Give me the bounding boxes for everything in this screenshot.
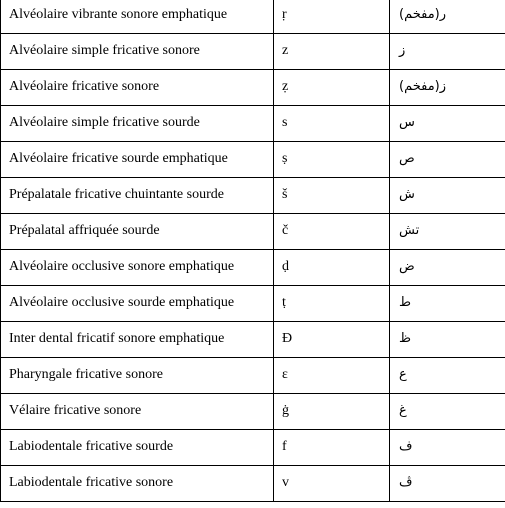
- symbol-cell: v: [274, 466, 390, 502]
- table-row: [1, 178, 505, 214]
- table-row: [1, 34, 505, 70]
- table-row: [1, 0, 505, 34]
- table-row: [1, 466, 505, 502]
- description-cell: Alvéolaire simple fricative sourde: [1, 106, 274, 142]
- symbol-cell: č: [274, 214, 390, 250]
- arabic-cell: ط: [390, 286, 505, 322]
- arabic-cell: س: [390, 106, 505, 142]
- symbol-cell: s: [274, 106, 390, 142]
- description-cell: Labiodentale fricative sourde: [1, 430, 274, 466]
- table-row: [1, 430, 505, 466]
- table-row: [1, 394, 505, 430]
- symbol-cell: ṣ: [274, 142, 390, 178]
- description-cell: Alvéolaire occlusive sourde emphatique: [1, 286, 274, 322]
- arabic-cell: ز(مفخم): [390, 70, 505, 106]
- symbol-cell: z: [274, 34, 390, 70]
- arabic-cell: ش: [390, 178, 505, 214]
- description-cell: Alvéolaire occlusive sonore emphatique: [1, 250, 274, 286]
- table-row: [1, 106, 505, 142]
- table-row: [1, 322, 505, 358]
- arabic-cell: ص: [390, 142, 505, 178]
- description-cell: Pharyngale fricative sonore: [1, 358, 274, 394]
- description-cell: Inter dental fricatif sonore emphatique: [1, 322, 274, 358]
- arabic-cell: ر(مفخم): [390, 0, 505, 34]
- symbol-cell: ẓ: [274, 70, 390, 106]
- description-cell: Alvéolaire vibrante sonore emphatique: [1, 0, 274, 34]
- table-row: [1, 142, 505, 178]
- arabic-cell: غ: [390, 394, 505, 430]
- description-cell: Alvéolaire fricative sonore: [1, 70, 274, 106]
- symbol-cell: ḍ: [274, 250, 390, 286]
- table-row: [1, 250, 505, 286]
- description-cell: Labiodentale fricative sonore: [1, 466, 274, 502]
- arabic-cell: ڤ: [390, 466, 505, 502]
- description-cell: Alvéolaire simple fricative sonore: [1, 34, 274, 70]
- symbol-cell: Đ: [274, 322, 390, 358]
- symbol-cell: f: [274, 430, 390, 466]
- arabic-cell: ع: [390, 358, 505, 394]
- description-cell: Alvéolaire fricative sourde emphatique: [1, 142, 274, 178]
- table-row: [1, 286, 505, 322]
- table-row: [1, 358, 505, 394]
- arabic-cell: تش: [390, 214, 505, 250]
- table-row: [1, 214, 505, 250]
- symbol-cell: ġ: [274, 394, 390, 430]
- arabic-cell: ظ: [390, 322, 505, 358]
- symbol-cell: ṛ: [274, 0, 390, 34]
- symbol-cell: ṭ: [274, 286, 390, 322]
- arabic-cell: ف: [390, 430, 505, 466]
- arabic-cell: ز: [390, 34, 505, 70]
- table-row: [1, 70, 505, 106]
- symbol-cell: š: [274, 178, 390, 214]
- description-cell: Prépalatal affriquée sourde: [1, 214, 274, 250]
- symbol-cell: ɛ: [274, 358, 390, 394]
- arabic-cell: ض: [390, 250, 505, 286]
- description-cell: Vélaire fricative sonore: [1, 394, 274, 430]
- description-cell: Prépalatale fricative chuintante sourde: [1, 178, 274, 214]
